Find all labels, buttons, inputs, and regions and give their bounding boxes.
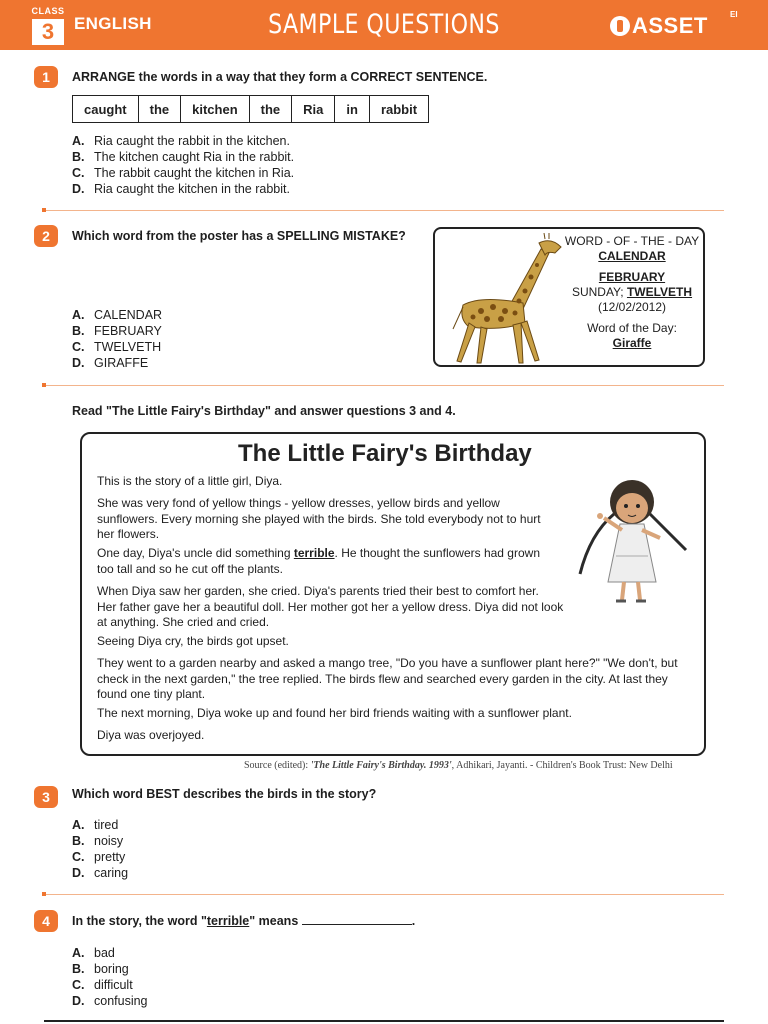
word-cell: Ria xyxy=(292,96,335,123)
option-a[interactable]: A. Ria caught the rabbit in the kitchen. xyxy=(72,134,290,148)
word-cell: the xyxy=(138,96,181,123)
question-2-text: Which word from the poster has a SPELLING MISTAKE? xyxy=(72,229,406,243)
story-paragraph: Seeing Diya cry, the birds got upset. xyxy=(97,634,289,648)
poster-word-calendar: CALENDAR xyxy=(598,249,666,263)
word-of-the-day-poster xyxy=(433,227,705,367)
class-badge xyxy=(30,6,66,44)
poster-date-line: SUNDAY; TWELVETH xyxy=(571,285,693,299)
question-1-text: ARRANGE the words in a way that they form a CORRECT SENTENCE. xyxy=(72,70,488,84)
option-a[interactable]: A. tired xyxy=(72,818,119,832)
question-3-options xyxy=(72,817,128,881)
story-paragraph: When Diya saw her garden, she cried. Diya's parents tried their best to comfort her. Her father gave her a beautiful doll. Her mother got her a yellow dress. Diya did not look at anything. She cried and cried. xyxy=(97,584,564,629)
option-b[interactable]: B. FEBRUARY xyxy=(72,324,162,338)
question-4-options xyxy=(72,945,148,1009)
poster-text xyxy=(561,234,703,351)
story-paragraph: The next morning, Diya woke up and found her bird friends waiting with a sunflower plant. xyxy=(97,706,572,720)
poster-word-label: Word of the Day: xyxy=(587,321,677,335)
option-d[interactable]: D. caring xyxy=(72,866,129,880)
bottom-rule xyxy=(44,1020,724,1022)
question-1-options xyxy=(72,133,294,197)
option-c[interactable]: C. pretty xyxy=(72,850,126,864)
poster-date: (12/02/2012) xyxy=(597,300,667,314)
option-b[interactable]: B. boring xyxy=(72,962,129,976)
story-box xyxy=(80,432,706,756)
word-table xyxy=(72,95,429,123)
question-number-1: 1 xyxy=(34,66,58,88)
word-terrible: terrible xyxy=(293,546,335,560)
poster-word-twelveth: TWELVETH xyxy=(626,285,693,299)
story-paragraph: This is the story of a little girl, Diya. xyxy=(97,474,283,488)
word-cell: kitchen xyxy=(181,96,250,123)
asset-logo-icon xyxy=(610,16,630,36)
class-number: 3 xyxy=(32,19,64,45)
poster-heading: WORD - OF - THE - DAY xyxy=(564,234,700,248)
word-cell: the xyxy=(249,96,292,123)
question-number-4: 4 xyxy=(34,910,58,932)
word-cell: caught xyxy=(73,96,139,123)
brand-superscript: EI xyxy=(730,10,738,19)
option-a[interactable]: A. bad xyxy=(72,946,115,960)
question-number-3: 3 xyxy=(34,786,58,808)
option-c[interactable]: C. The rabbit caught the kitchen in Ria. xyxy=(72,166,295,180)
word-cell: rabbit xyxy=(369,96,428,123)
option-c[interactable]: C. TWELVETH xyxy=(72,340,162,354)
word-cell: in xyxy=(335,96,370,123)
page-title: SAMPLE QUESTIONS xyxy=(268,9,500,40)
class-label: CLASS xyxy=(31,6,65,16)
giraffe-illustration xyxy=(441,233,565,365)
option-b[interactable]: B. noisy xyxy=(72,834,124,848)
story-instruction: Read "The Little Fairy's Birthday" and answer questions 3 and 4. xyxy=(72,404,456,418)
subject-label: ENGLISH xyxy=(74,14,152,33)
story-source: Source (edited): 'The Little Fairy's Birthday. 1993', Adhikari, Jayanti. - Children's Book Trust: New Delhi xyxy=(244,760,673,771)
story-title: The Little Fairy's Birthday xyxy=(238,440,532,467)
divider xyxy=(44,385,724,386)
poster-word-giraffe: Giraffe xyxy=(612,336,652,350)
header-bar xyxy=(0,0,768,50)
option-a[interactable]: A. CALENDAR xyxy=(72,308,163,322)
question-number-2: 2 xyxy=(34,225,58,247)
story-paragraph: She was very fond of yellow things - yellow dresses, yellow birds and yellow sunflowers. Every morning she played with the birds. She told everybody not to hurt her flowers. xyxy=(97,496,541,541)
question-3-text: Which word BEST describes the birds in the story? xyxy=(72,787,377,801)
brand-name: ASSET xyxy=(632,13,708,38)
answer-blank[interactable] xyxy=(302,914,412,925)
word-terrible: terrible xyxy=(206,914,250,928)
option-c[interactable]: C. difficult xyxy=(72,978,133,992)
option-b[interactable]: B. The kitchen caught Ria in the rabbit. xyxy=(72,150,295,164)
option-d[interactable]: D. GIRAFFE xyxy=(72,356,149,370)
girl-illustration xyxy=(570,474,690,604)
divider xyxy=(44,210,724,211)
option-d[interactable]: D. Ria caught the kitchen in the rabbit. xyxy=(72,182,290,196)
question-2-options xyxy=(72,307,162,371)
poster-word-february: FEBRUARY xyxy=(598,270,666,284)
divider xyxy=(44,894,724,895)
option-d[interactable]: D. confusing xyxy=(72,994,148,1008)
story-paragraph: Diya was overjoyed. xyxy=(97,728,205,742)
story-paragraph: They went to a garden nearby and asked a mango tree, "Do you have a sunflower plant here?" "We don't, but check in the next garden," the tree replied. The birds flew and searched every garden in the city. At last they found one tiny plant. xyxy=(97,656,678,701)
question-4-text: In the story, the word "terrible" means . xyxy=(72,914,416,928)
story-paragraph: One day, Diya's uncle did something terrible. He thought the sunflowers had grown too tall and so he cut off the plants. xyxy=(97,546,540,576)
